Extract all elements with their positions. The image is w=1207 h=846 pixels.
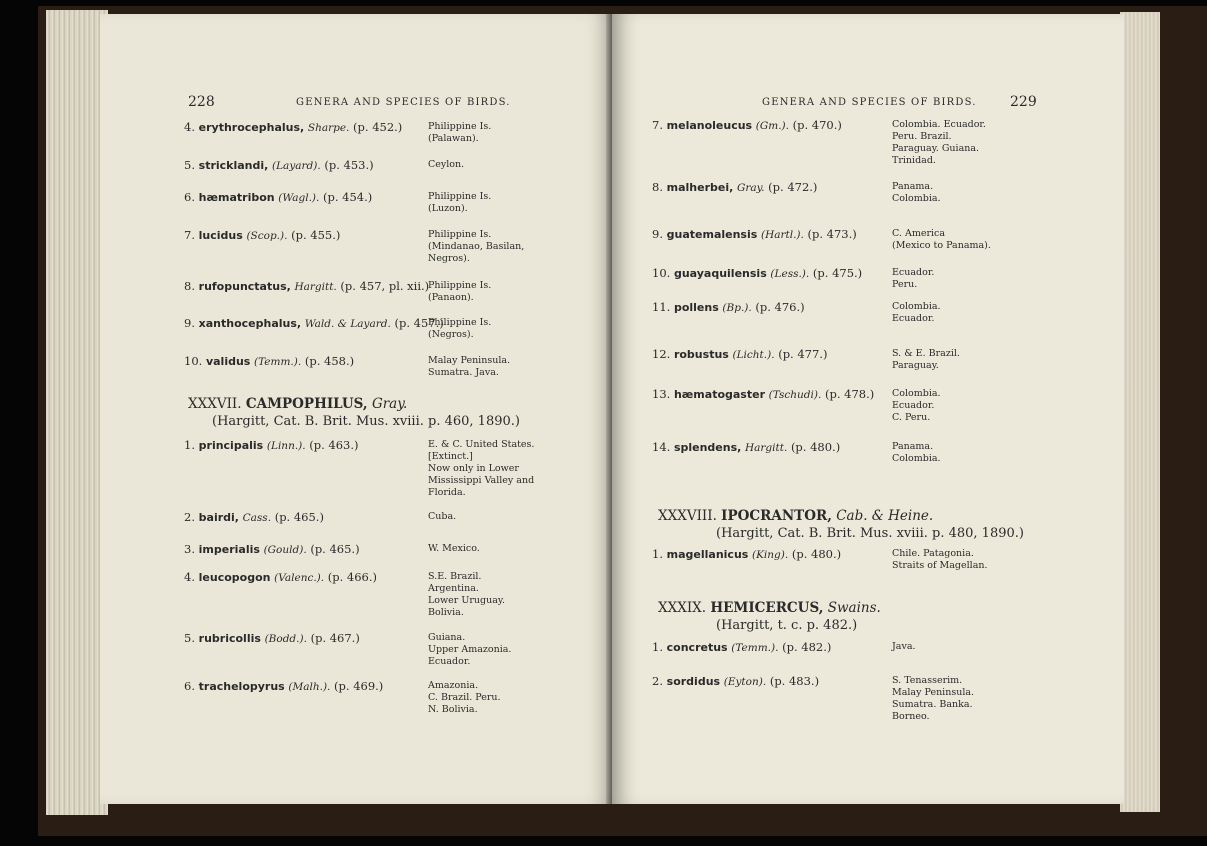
species-author: (Bp.). <box>722 302 752 314</box>
species-entry <box>652 387 874 401</box>
distribution-line: Paraguay. Guiana. <box>892 143 980 154</box>
distribution-line: Cuba. <box>428 511 457 522</box>
species-reference: (p. 477.) <box>778 347 828 361</box>
species-entry <box>652 440 840 454</box>
genus-numeral: XXXIX. <box>658 600 707 616</box>
species-reference: (p. 466.) <box>327 570 378 584</box>
species-distribution <box>892 675 974 723</box>
species-entry <box>184 158 374 172</box>
genus-reference: (Hargitt, Cat. B. Brit. Mus. xviii. p. 480, 1890.) <box>716 526 1024 541</box>
species-author: (Temm.). <box>254 356 302 368</box>
species-number: 2. <box>652 674 663 688</box>
species-reference: (p. 457, pl. xii.) <box>340 279 430 293</box>
species-author: (Less.). <box>770 268 810 280</box>
distribution-line: Mississippi Valley and <box>428 475 535 486</box>
species-distribution <box>428 632 511 668</box>
species-reference: (p. 470.) <box>792 118 842 132</box>
species-name: melanoleucus <box>666 119 753 132</box>
species-number: 1. <box>184 438 195 452</box>
distribution-line: W. Mexico. <box>428 543 480 554</box>
species-name: stricklandi, <box>198 159 269 172</box>
species-distribution <box>428 571 505 619</box>
species-reference: (p. 457.) <box>394 316 444 330</box>
species-reference: (p. 475.) <box>812 266 863 280</box>
left-page <box>100 14 612 804</box>
species-author: (Gould). <box>263 544 307 556</box>
species-author: Gray. <box>736 182 765 194</box>
distribution-line: S. Tenasserim. <box>892 675 963 686</box>
distribution-line: Now only in Lower <box>428 463 519 474</box>
distribution-line: Panama. <box>892 181 934 192</box>
species-name: bairdi, <box>198 511 239 524</box>
species-author: (Valenc.). <box>274 572 325 584</box>
species-distribution <box>892 548 988 572</box>
distribution-line: Florida. <box>428 487 466 498</box>
species-name: hæmatribon <box>198 191 275 204</box>
species-name: principalis <box>198 439 264 452</box>
genus-heading <box>658 508 933 524</box>
distribution-line: Malay Peninsula. <box>428 355 511 366</box>
distribution-line: Panama. <box>892 441 934 452</box>
species-number: 14. <box>652 440 671 454</box>
distribution-line: (Mexico to Panama). <box>892 240 991 251</box>
species-number: 10. <box>652 266 671 280</box>
distribution-line: Sumatra. Java. <box>428 367 499 378</box>
species-entry <box>652 547 841 561</box>
species-name: guatemalensis <box>666 228 758 241</box>
species-distribution <box>428 355 510 379</box>
species-entry <box>184 438 359 452</box>
species-author: (Malh.). <box>288 681 331 693</box>
species-number: 13. <box>652 387 671 401</box>
species-author: (Bodd.). <box>264 633 307 645</box>
species-name: concretus <box>666 641 728 654</box>
running-head: GENERA AND SPECIES OF BIRDS. <box>762 97 977 108</box>
species-reference: (p. 469.) <box>334 679 384 693</box>
species-distribution <box>892 641 916 653</box>
species-entry <box>184 354 354 368</box>
species-name: splendens, <box>673 441 742 454</box>
species-entry <box>652 266 862 280</box>
species-distribution <box>428 191 491 215</box>
distribution-line: Peru. Brazil. <box>892 131 952 142</box>
distribution-line: Trinidad. <box>892 155 936 166</box>
distribution-line: Philippine Is. <box>428 280 492 291</box>
distribution-line: Lower Uruguay. <box>428 595 505 606</box>
species-author: (Layard). <box>271 160 321 172</box>
genus-heading <box>188 396 407 412</box>
genus-reference: (Hargitt, Cat. B. Brit. Mus. xviii. p. 460, 1890.) <box>212 414 520 429</box>
genus-heading <box>658 600 881 616</box>
distribution-line: Guiana. <box>428 632 466 643</box>
species-number: 2. <box>184 510 195 524</box>
species-reference: (p. 467.) <box>310 631 360 645</box>
species-reference: (p. 455.) <box>291 228 341 242</box>
species-distribution <box>892 119 986 167</box>
distribution-line: (Luzon). <box>428 203 468 214</box>
species-name: trachelopyrus <box>198 680 285 693</box>
species-entry <box>652 674 819 688</box>
species-entry <box>184 510 324 524</box>
genus-name: HEMICERCUS, <box>710 600 824 616</box>
distribution-line: Colombia. <box>892 453 941 464</box>
species-distribution <box>892 388 941 424</box>
genus-name: CAMPOPHILUS, <box>245 396 368 412</box>
species-reference: (p. 465.) <box>274 510 324 524</box>
species-distribution <box>892 301 941 325</box>
distribution-line: (Mindanao, Basilan, <box>428 241 525 252</box>
species-name: xanthocephalus, <box>198 317 302 330</box>
distribution-line: Colombia. <box>892 388 941 399</box>
distribution-line: S. & E. Brazil. <box>892 348 960 359</box>
species-number: 5. <box>184 631 195 645</box>
species-number: 9. <box>652 227 663 241</box>
species-name: lucidus <box>198 229 243 242</box>
species-entry <box>184 120 402 134</box>
species-author: Hargitt. <box>294 281 337 293</box>
distribution-line: N. Bolivia. <box>428 704 478 715</box>
species-number: 5. <box>184 158 195 172</box>
distribution-line: C. America <box>892 228 946 239</box>
species-distribution <box>428 543 480 555</box>
species-name: malherbei, <box>666 181 734 194</box>
species-reference: (p. 458.) <box>304 354 355 368</box>
species-entry <box>184 542 360 556</box>
distribution-line: Colombia. <box>892 193 941 204</box>
species-author: (Tschudi). <box>768 389 822 401</box>
species-reference: (p. 480.) <box>790 440 841 454</box>
species-reference: (p. 463.) <box>309 438 359 452</box>
species-number: 6. <box>184 190 195 204</box>
species-entry <box>184 279 429 293</box>
genus-reference: (Hargitt, t. c. p. 482.) <box>716 618 858 633</box>
species-author: (King). <box>751 549 789 561</box>
distribution-line: Peru. <box>892 279 918 290</box>
species-reference: (p. 473.) <box>807 227 857 241</box>
species-name: sordidus <box>666 675 721 688</box>
right-page <box>612 14 1124 804</box>
species-author: (Linn.). <box>266 440 306 452</box>
species-name: imperialis <box>198 543 260 556</box>
species-name: leucopogon <box>198 571 271 584</box>
running-head: GENERA AND SPECIES OF BIRDS. <box>296 97 511 108</box>
distribution-line: E. & C. United States. <box>428 439 535 450</box>
distribution-line: Upper Amazonia. <box>428 644 512 655</box>
species-distribution <box>428 439 534 499</box>
species-entry <box>652 300 805 314</box>
species-number: 7. <box>652 118 663 132</box>
species-author: Sharpe. <box>307 122 350 134</box>
species-entry <box>652 118 842 132</box>
species-reference: (p. 482.) <box>782 640 832 654</box>
species-name: robustus <box>673 348 729 361</box>
species-name: rubricollis <box>198 632 261 645</box>
species-distribution <box>892 181 941 205</box>
genus-author: Swains. <box>827 600 881 616</box>
species-number: 6. <box>184 679 195 693</box>
species-author: Hargitt. <box>744 442 788 454</box>
species-distribution <box>892 348 960 372</box>
genus-numeral: XXXVII. <box>188 396 242 412</box>
species-distribution <box>428 680 501 716</box>
distribution-line: Ecuador. <box>892 267 935 278</box>
species-number: 11. <box>652 300 671 314</box>
species-distribution <box>428 159 464 171</box>
distribution-line: Ecuador. <box>892 313 935 324</box>
distribution-line: Colombia. Ecuador. <box>892 119 986 130</box>
species-name: rufopunctatus, <box>198 280 291 293</box>
distribution-line: (Palawan). <box>428 133 479 144</box>
species-reference: (p. 472.) <box>768 180 818 194</box>
species-number: 9. <box>184 316 195 330</box>
distribution-line: Philippine Is. <box>428 317 492 328</box>
species-reference: (p. 453.) <box>324 158 374 172</box>
species-distribution <box>892 441 941 465</box>
species-author: Wald. & Layard. <box>304 318 391 330</box>
species-number: 1. <box>652 547 663 561</box>
distribution-line: Malay Peninsula. <box>892 687 975 698</box>
species-author: (Gm.). <box>755 120 789 132</box>
species-number: 4. <box>184 570 195 584</box>
species-number: 4. <box>184 120 195 134</box>
distribution-line: C. Peru. <box>892 412 931 423</box>
species-author: (Wagl.). <box>278 192 320 204</box>
distribution-line: C. Brazil. Peru. <box>428 692 501 703</box>
genus-name: IPOCRANTOR, <box>721 508 832 524</box>
species-reference: (p. 480.) <box>791 547 842 561</box>
species-entry <box>184 570 377 584</box>
species-entry <box>652 640 831 654</box>
species-name: hæmatogaster <box>673 388 765 401</box>
species-distribution <box>428 229 524 265</box>
distribution-line: Colombia. <box>892 301 941 312</box>
species-entry <box>184 679 383 693</box>
species-entry <box>184 316 444 330</box>
species-number: 8. <box>652 180 663 194</box>
species-reference: (p. 454.) <box>323 190 373 204</box>
species-entry <box>652 180 817 194</box>
species-name: guayaquilensis <box>673 267 767 280</box>
distribution-line: Negros). <box>428 253 470 264</box>
page-edges-right <box>1120 12 1160 812</box>
species-reference: (p. 483.) <box>769 674 820 688</box>
distribution-line: (Negros). <box>428 329 474 340</box>
species-author: (Temm.). <box>731 642 779 654</box>
distribution-line: Java. <box>892 641 916 652</box>
species-reference: (p. 476.) <box>755 300 805 314</box>
distribution-line: Sumatra. Banka. <box>892 699 973 710</box>
page-number: 228 <box>188 94 215 110</box>
species-author: (Hartl.). <box>760 229 804 241</box>
distribution-line: Argentina. <box>428 583 479 594</box>
distribution-line: Philippine Is. <box>428 121 492 132</box>
species-author: (Licht.). <box>732 349 775 361</box>
species-distribution <box>428 280 491 304</box>
distribution-line: (Panaon). <box>428 292 474 303</box>
species-author: (Scop.). <box>246 230 288 242</box>
distribution-line: Ecuador. <box>892 400 935 411</box>
distribution-line: Philippine Is. <box>428 191 492 202</box>
species-number: 3. <box>184 542 195 556</box>
distribution-line: Paraguay. <box>892 360 939 371</box>
genus-author: Cab. & Heine. <box>836 508 934 524</box>
distribution-line: Philippine Is. <box>428 229 492 240</box>
species-number: 12. <box>652 347 671 361</box>
species-name: erythrocephalus, <box>198 121 305 134</box>
distribution-line: [Extinct.] <box>428 451 473 462</box>
species-number: 1. <box>652 640 663 654</box>
species-reference: (p. 478.) <box>824 387 875 401</box>
distribution-line: Amazonia. <box>428 680 479 691</box>
species-author: (Eyton). <box>723 676 767 688</box>
species-author: Cass. <box>242 512 272 524</box>
species-entry <box>184 228 340 242</box>
species-entry <box>652 347 827 361</box>
species-distribution <box>428 317 491 341</box>
genus-author: Gray. <box>371 396 408 412</box>
distribution-line: Ceylon. <box>428 159 465 170</box>
species-name: validus <box>205 355 251 368</box>
species-reference: (p. 452.) <box>353 120 403 134</box>
genus-numeral: XXXVIII. <box>658 508 717 524</box>
species-number: 10. <box>184 354 203 368</box>
species-distribution <box>428 121 491 145</box>
distribution-line: Bolivia. <box>428 607 464 618</box>
page-edges-left <box>46 10 108 815</box>
species-distribution <box>892 228 991 252</box>
species-entry <box>184 190 372 204</box>
species-number: 8. <box>184 279 195 293</box>
species-name: magellanicus <box>666 548 749 561</box>
distribution-line: Straits of Magellan. <box>892 560 988 571</box>
species-entry <box>652 227 857 241</box>
distribution-line: Ecuador. <box>428 656 471 667</box>
distribution-line: Borneo. <box>892 711 930 722</box>
species-name: pollens <box>673 301 719 314</box>
species-reference: (p. 465.) <box>310 542 360 556</box>
species-entry <box>184 631 360 645</box>
species-distribution <box>892 267 934 291</box>
distribution-line: Chile. Patagonia. <box>892 548 974 559</box>
distribution-line: S.E. Brazil. <box>428 571 482 582</box>
species-number: 7. <box>184 228 195 242</box>
page-number: 229 <box>1010 94 1037 110</box>
species-distribution <box>428 511 456 523</box>
